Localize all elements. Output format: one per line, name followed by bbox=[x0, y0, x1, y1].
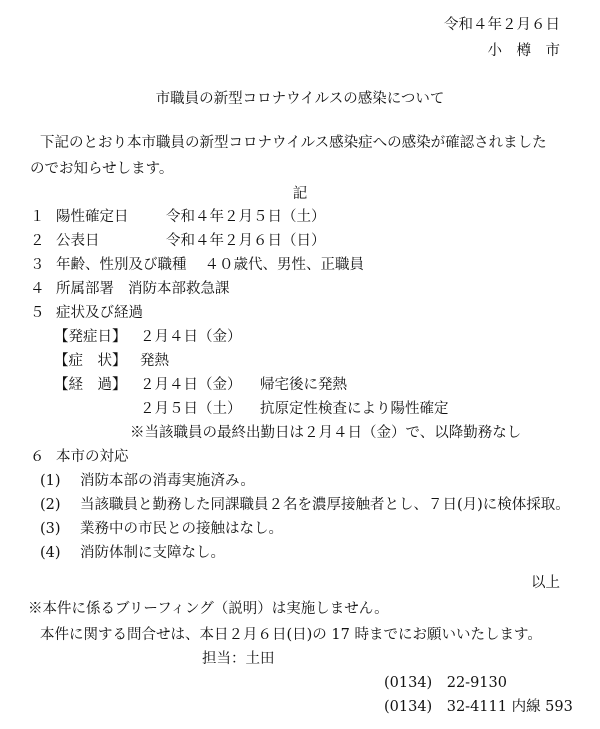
response-number: (1) bbox=[40, 473, 61, 489]
item-number: １ bbox=[30, 209, 45, 225]
course-label: 【経 過】 bbox=[54, 377, 127, 393]
item-number: ４ bbox=[30, 281, 45, 297]
response-item bbox=[40, 474, 255, 489]
item-label: 本市の対応 bbox=[56, 449, 129, 465]
onset-row bbox=[54, 330, 242, 345]
intro-line-2: のでお知らせします。 bbox=[30, 161, 174, 177]
symptom-value: 発熱 bbox=[140, 353, 169, 369]
intro-line-1: 下記のとおり本市職員の新型コロナウイルス感染症への感染が確認されました bbox=[40, 135, 547, 151]
symptom-label: 【症 状】 bbox=[54, 353, 127, 369]
response-number: (4) bbox=[40, 545, 61, 561]
course-row bbox=[54, 378, 347, 393]
briefing-note: ※本件に係るブリーフィング（説明）は実施しません。 bbox=[28, 601, 389, 617]
response-number: (2) bbox=[40, 497, 61, 513]
item-value: 令和４年２月５日（土） bbox=[166, 209, 326, 225]
response-text: 当該職員と勤務した同課職員２名を濃厚接触者とし、７日(月)に検体採取。 bbox=[80, 497, 570, 513]
issuer: 小 樽 市 bbox=[487, 43, 560, 59]
onset-value: ２月４日（金） bbox=[140, 329, 242, 345]
list-item bbox=[30, 258, 364, 273]
ki-marker: 記 bbox=[292, 186, 308, 202]
response-number: (3) bbox=[40, 521, 61, 537]
phone-1: (0134) 22-9130 bbox=[384, 675, 507, 691]
list-item bbox=[30, 234, 326, 249]
item-number: ３ bbox=[30, 257, 45, 273]
course-text: 帰宅後に発熱 bbox=[260, 377, 347, 393]
item-number: ２ bbox=[30, 233, 45, 249]
document-date: 令和４年２月６日 bbox=[444, 17, 560, 33]
list-item bbox=[30, 306, 143, 321]
response-text: 業務中の市民との接触はなし。 bbox=[80, 521, 283, 537]
course-date: ２月４日（金） bbox=[140, 377, 242, 393]
list-item bbox=[30, 282, 230, 297]
response-text: 消防体制に支障なし。 bbox=[80, 545, 225, 561]
symptom-row bbox=[54, 354, 169, 369]
item-label: 所属部署 bbox=[56, 281, 114, 297]
item-value: 令和４年２月６日（日） bbox=[166, 233, 326, 249]
contact-person: 担当：土田 bbox=[202, 651, 275, 667]
item-number: ６ bbox=[30, 449, 45, 465]
item-label: 公表日 bbox=[56, 233, 100, 249]
list-item bbox=[30, 210, 326, 225]
last-workday-note: ※当該職員の最終出勤日は２月４日（金）で、以降勤務なし bbox=[130, 425, 522, 441]
item-value: ４０歳代、男性、正職員 bbox=[204, 257, 364, 273]
ijo-closing: 以上 bbox=[531, 575, 560, 591]
list-item bbox=[30, 450, 129, 465]
item-label: 症状及び経過 bbox=[56, 305, 143, 321]
response-item bbox=[40, 546, 225, 561]
document-title: 市職員の新型コロナウイルスの感染について bbox=[155, 91, 445, 107]
response-text: 消防本部の消毒実施済み。 bbox=[80, 473, 255, 489]
course-date: ２月５日（土） bbox=[140, 401, 242, 417]
item-value: 消防本部救急課 bbox=[128, 281, 230, 297]
course-row bbox=[140, 402, 449, 417]
item-label: 年齢、性別及び職種 bbox=[56, 257, 187, 273]
onset-label: 【発症日】 bbox=[54, 329, 127, 345]
item-number: ５ bbox=[30, 305, 45, 321]
item-label: 陽性確定日 bbox=[56, 209, 129, 225]
phone-2: (0134) 32-4111 内線 593 bbox=[384, 699, 573, 715]
inquiry-note: 本件に関する問合せは、本日２月６日(日)の 17 時までにお願いいたします。 bbox=[40, 627, 542, 643]
course-text: 抗原定性検査により陽性確定 bbox=[260, 401, 449, 417]
response-item bbox=[40, 522, 283, 537]
response-item bbox=[40, 498, 570, 513]
